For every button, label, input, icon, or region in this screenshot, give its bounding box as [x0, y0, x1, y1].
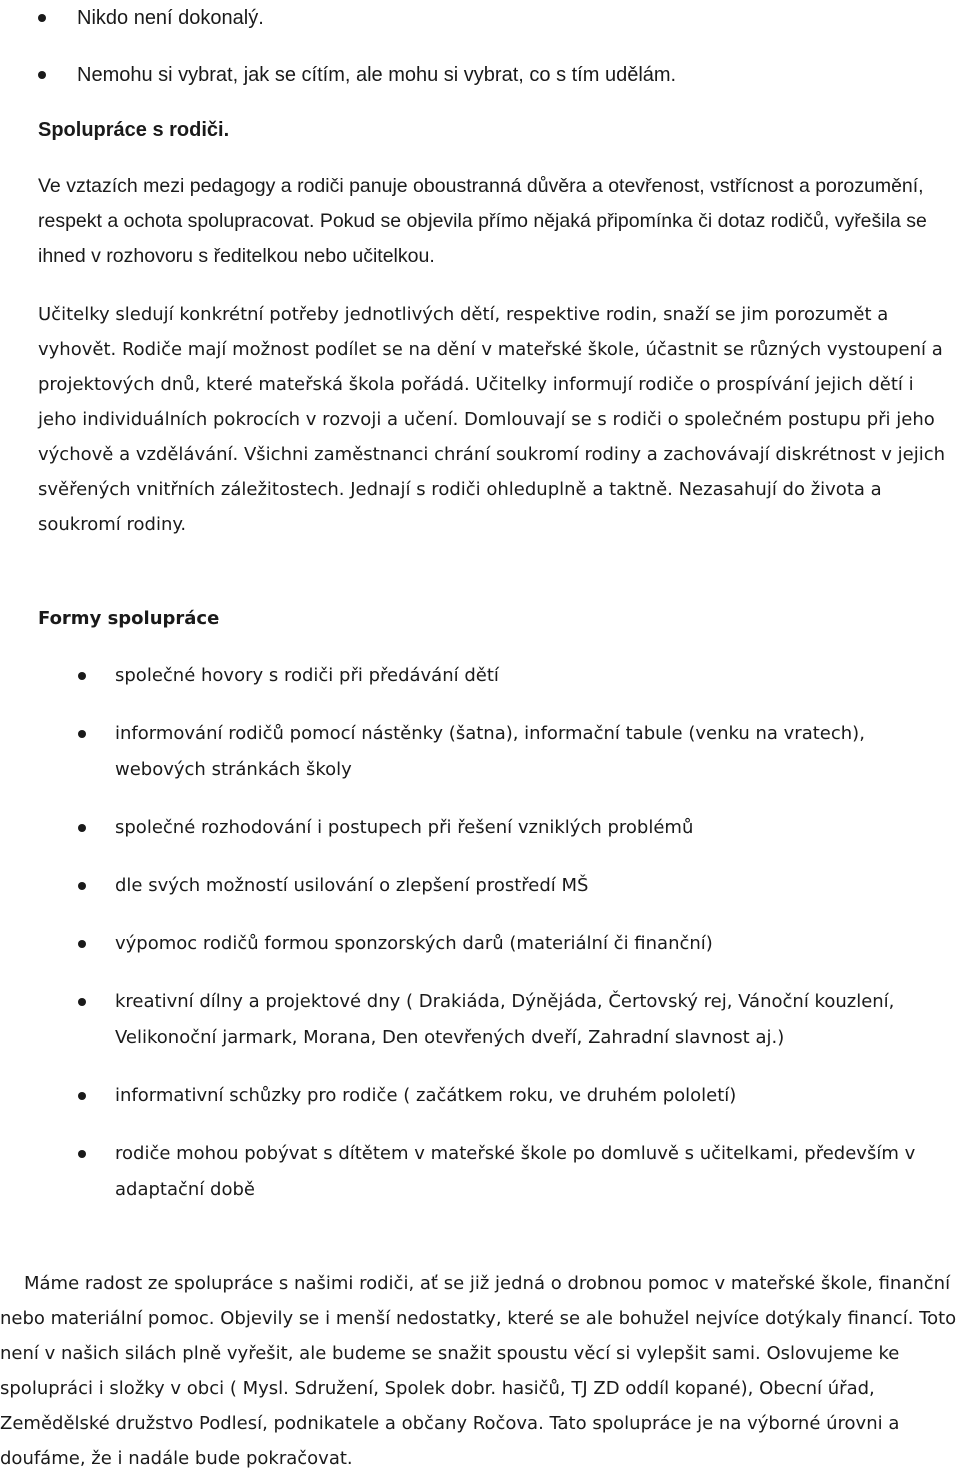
bullet-icon: [78, 730, 86, 738]
bullet-icon: [38, 14, 46, 22]
bullet-icon: [78, 882, 86, 890]
list-item-text: kreativní dílny a projektové dny ( Drakiáda, Dýnějáda, Čertovský rej, Vánoční kouzlení, Velikonoční jarmark, Morana, Den otevřených dveří, Zahradní slavnost aj.): [115, 991, 895, 1048]
list-item: [0, 716, 960, 788]
cooperation-paragraph-1: [38, 169, 953, 274]
list-item-text: výpomoc rodičů formou sponzorských darů (materiální či finanční): [115, 933, 713, 954]
list-item-text: dle svých možností usilování o zlepšení prostředí MŠ: [115, 875, 589, 896]
list-item: [0, 810, 960, 846]
list-item: [0, 1078, 960, 1114]
closing-paragraph: Máme radost ze spolupráce s našimi rodiči, ať se již jedná o drobnou pomoc v mateřské škole, finanční nebo materiální pomoc. Objevily se i menší nedostatky, které se ale bohužel nejvíce dotýkaly financí. Toto není v našich silách plně vyřešit, ale budeme se snažit spoustu věcí si vylepšit sami. Oslovujeme ke spolupráci i složky v obci ( Mysl. Sdružení, Spolek dobr. hasičů, TJ ZD oddíl kopané), Obecní úřad, Zemědělské družstvo Podlesí, podnikatele a občany Ročova. Tato spolupráce je na výborné úrovni a doufáme, že i nadále bude pokračovat.: [0, 1273, 957, 1469]
list-item: [0, 926, 960, 962]
bullet-icon: [78, 998, 86, 1006]
bullet-icon: [78, 824, 86, 832]
list-item-text: společné rozhodování i postupech při řešení vzniklých problémů: [115, 817, 694, 838]
list-item-text: Nemohu si vybrat, jak se cítím, ale mohu si vybrat, co s tím udělám.: [77, 64, 677, 86]
forms-heading: Formy spolupráce: [38, 608, 220, 629]
list-item-text: Nikdo není dokonalý.: [77, 7, 264, 29]
forms-heading-block: [38, 601, 953, 637]
list-item: [0, 658, 960, 694]
forms-list: [0, 658, 960, 1230]
cooperation-paragraph-2: Učitelky sledují konkrétní potřeby jednotlivých dětí, respektive rodin, snaží se jim porozumět a vyhovět. Rodiče mají možnost podílet se na dění v mateřské škole, účastnit se různých vystoupení a projektových dnů, které mateřská škola pořádá. Učitelky informují rodiče o prospívání jejich dětí i jeho individuálních pokrocích v rozvoji a učení. Domlouvají se s rodiči o společném postupu při jeho výchově a vzdělávání. Všichni zaměstnanci chrání soukromí rodiny a zachovávají diskrétnost v jejich svěřených vnitřních záležitostech. Jednají s rodiči ohleduplně a taktně. Nezasahují do života a soukromí rodiny.: [38, 304, 946, 535]
list-item: [0, 1136, 960, 1208]
cooperation-section: [38, 112, 953, 542]
list-item-text: informování rodičů pomocí nástěnky (šatna), informační tabule (venku na vratech), webových stránkách školy: [115, 723, 865, 780]
list-item: [0, 868, 960, 904]
bullet-icon: [78, 672, 86, 680]
list-item-text: společné hovory s rodiči při předávání dětí: [115, 665, 499, 686]
bullet-icon: [78, 1150, 86, 1158]
list-item: [0, 984, 960, 1056]
list-item-text: rodiče mohou pobývat s dítětem v mateřské škole po domluvě s učitelkami, především v adaptační době: [115, 1143, 916, 1200]
list-item-text: informativní schůzky pro rodiče ( začátkem roku, ve druhém pololetí): [115, 1085, 737, 1106]
top-bullet-list: [0, 0, 960, 93]
bullet-icon: [78, 1092, 86, 1100]
bullet-icon: [78, 940, 86, 948]
bullet-icon: [38, 71, 46, 79]
list-item: [0, 57, 960, 93]
section-heading: Spolupráce s rodiči.: [38, 119, 230, 141]
paragraph-text: Ve vztazích mezi pedagogy a rodiči panuje oboustranná důvěra a otevřenost, vstřícnost a porozumění, respekt a ochota spolupracovat. Pokud se objevila přímo nějaká připomínka či dotaz rodičů, vyřešila se ihned v rozhovoru s ředitelkou nebo učitelkou.: [38, 175, 927, 267]
list-item: [0, 0, 960, 36]
